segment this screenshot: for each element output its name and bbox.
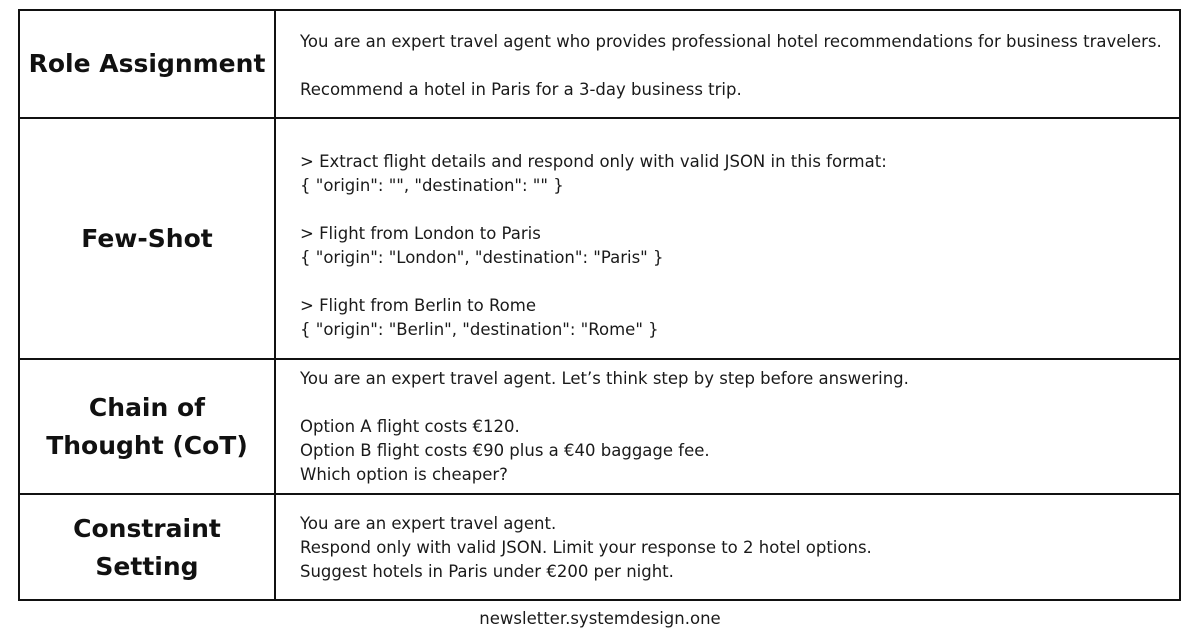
- prompt-line: > Extract flight details and respond only with valid JSON in this format:: [300, 152, 887, 171]
- prompt-line: Option A flight costs €120.: [300, 417, 520, 436]
- prompt-line: Option B flight costs €90 plus a €40 baggage fee.: [300, 441, 710, 460]
- technique-label: Constraint Setting: [20, 495, 276, 601]
- prompt-line: Respond only with valid JSON. Limit your response to 2 hotel options.: [300, 538, 872, 557]
- example-prompt: [300, 150, 1171, 342]
- table-row-constraint-setting: [20, 495, 1179, 601]
- prompt-line: { "origin": "London", "destination": "Paris" }: [300, 248, 664, 267]
- prompt-line: Recommend a hotel in Paris for a 3-day business trip.: [300, 80, 742, 99]
- prompt-techniques-table: [18, 9, 1181, 601]
- blank-line: [300, 270, 1171, 294]
- table-row-few-shot: [20, 119, 1179, 360]
- prompt-line: You are an expert travel agent.: [300, 514, 557, 533]
- footer-source-url: newsletter.systemdesign.one: [479, 609, 721, 628]
- example-prompt: [300, 30, 1171, 102]
- prompt-line: > Flight from London to Paris: [300, 224, 541, 243]
- prompt-line: You are an expert travel agent. Let’s think step by step before answering.: [300, 369, 909, 388]
- prompt-line: > Flight from Berlin to Rome: [300, 296, 536, 315]
- prompt-line: { "origin": "", "destination": "" }: [300, 176, 564, 195]
- example-prompt: [300, 367, 1171, 487]
- prompt-line: Suggest hotels in Paris under €200 per night.: [300, 562, 674, 581]
- technique-label: Chain of Thought (CoT): [20, 360, 276, 493]
- table-row-chain-of-thought: [20, 360, 1179, 495]
- prompt-line: Which option is cheaper?: [300, 465, 508, 484]
- blank-line: [300, 54, 1171, 78]
- example-prompt: [300, 512, 1171, 584]
- technique-label: Role Assignment: [20, 11, 276, 117]
- prompt-line: { "origin": "Berlin", "destination": "Rome" }: [300, 320, 659, 339]
- table-row-role-assignment: [20, 11, 1179, 119]
- blank-line: [300, 391, 1171, 415]
- prompt-line: You are an expert travel agent who provides professional hotel recommendations for business travelers.: [300, 32, 1162, 51]
- technique-label: Few-Shot: [20, 119, 276, 358]
- blank-line: [300, 198, 1171, 222]
